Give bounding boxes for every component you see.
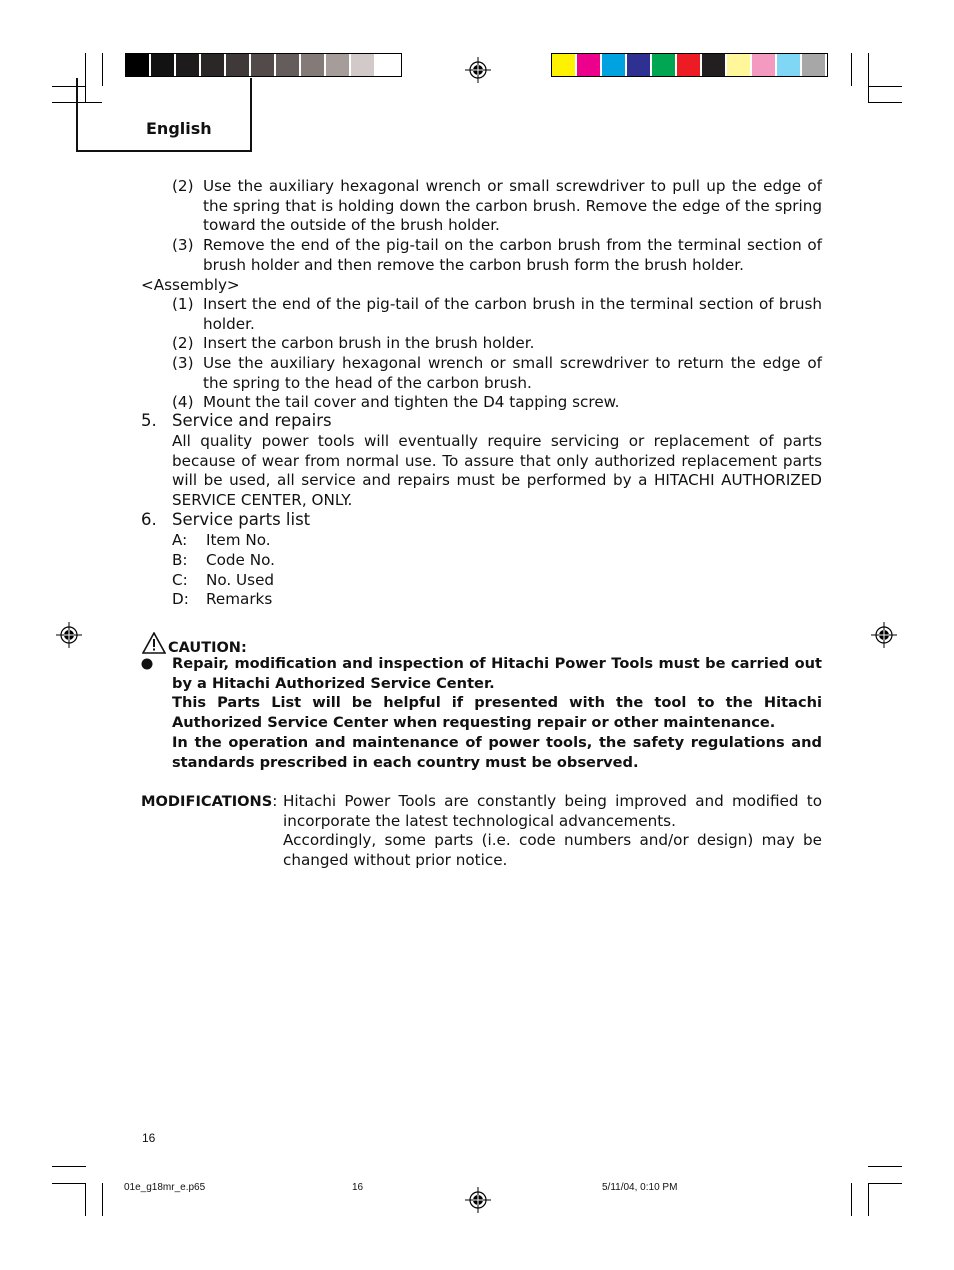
color-swatch xyxy=(226,54,249,76)
step-number: (2) xyxy=(172,177,194,195)
legend-value: Remarks xyxy=(206,590,273,608)
color-swatch xyxy=(727,54,750,76)
step-number: (2) xyxy=(172,334,194,352)
caution-line: In the operation and maintenance of power tools, the safety regulations and standards prescribed in each country must be observed. xyxy=(172,733,822,771)
color-swatch xyxy=(301,54,324,76)
cmyk-color-bar xyxy=(551,53,828,77)
assembly-step xyxy=(172,295,822,334)
registration-mark-bottom xyxy=(465,1187,491,1213)
modifications-line: Accordingly, some parts (i.e. code numbers and/or design) may be changed without prior notice. xyxy=(283,831,822,870)
section-title: Service parts list xyxy=(172,510,311,529)
modifications-line: Hitachi Power Tools are constantly being improved and modified to incorporate the latest technological advancements. xyxy=(283,792,822,830)
removal-step xyxy=(172,177,822,236)
section-title: Service and repairs xyxy=(172,411,332,430)
caution-line: Repair, modification and inspection of Hitachi Power Tools must be carried out by a Hitachi Authorized Service Center. xyxy=(172,655,822,692)
caution-line: This Parts List will be helpful if presented with the tool to the Hitachi Authorized Service Center when requesting repair or other maintenance. xyxy=(172,694,822,732)
language-label: English xyxy=(146,119,212,138)
modifications-text xyxy=(283,792,822,871)
service-paragraph: All quality power tools will eventually require servicing or replacement of parts because of wear from normal use. To assure that only authorized replacement parts will be used, all service and repairs must be performed by a HITACHI AUTHORIZED SERVICE CENTER, ONLY. xyxy=(172,432,822,510)
color-swatch xyxy=(627,54,650,76)
section-number: 6. xyxy=(141,510,157,529)
color-swatch xyxy=(126,54,149,76)
legend-value: Code No. xyxy=(206,551,275,569)
color-swatch xyxy=(176,54,199,76)
legend-key: C: xyxy=(172,571,188,589)
color-swatch xyxy=(802,54,825,76)
registration-mark-top xyxy=(465,57,491,83)
step-number: (1) xyxy=(172,295,194,313)
section-number: 5. xyxy=(141,411,157,430)
color-swatch xyxy=(602,54,625,76)
legend-key: D: xyxy=(172,590,189,608)
step-text: Insert the end of the pig-tail of the carbon brush in the terminal section of brush holder. xyxy=(203,295,822,333)
assembly-heading: <Assembly> xyxy=(141,276,240,294)
legend-value: Item No. xyxy=(206,531,271,549)
legend-key: A: xyxy=(172,531,188,549)
registration-mark-right xyxy=(871,622,897,648)
color-swatch xyxy=(276,54,299,76)
color-swatch xyxy=(351,54,374,76)
color-swatch xyxy=(652,54,675,76)
bullet-icon xyxy=(141,656,153,676)
color-swatch xyxy=(577,54,600,76)
color-swatch xyxy=(376,54,399,76)
color-swatch xyxy=(201,54,224,76)
color-swatch xyxy=(151,54,174,76)
legend-key: B: xyxy=(172,551,188,569)
assembly-step xyxy=(172,334,822,354)
step-text: Use the auxiliary hexagonal wrench or small screwdriver to return the edge of the spring to the head of the carbon brush. xyxy=(203,354,822,392)
color-swatch xyxy=(777,54,800,76)
modifications-title: MODIFICATIONS xyxy=(141,793,273,810)
modifications-colon: : xyxy=(272,792,278,810)
step-text: Use the auxiliary hexagonal wrench or small screwdriver to pull up the edge of the spring that is holding down the carbon brush. Remove the edge of the spring toward the outside of the brush holder. xyxy=(203,177,822,235)
color-swatch xyxy=(326,54,349,76)
assembly-step xyxy=(172,354,822,393)
color-swatch xyxy=(251,54,274,76)
slug-timestamp: 5/11/04, 0:10 PM xyxy=(602,1182,678,1193)
page-number: 16 xyxy=(142,1131,156,1145)
step-number: (4) xyxy=(172,393,194,411)
step-number: (3) xyxy=(172,354,194,372)
step-text: Insert the carbon brush in the brush holder. xyxy=(203,334,535,352)
slug-file-name: 01e_g18mr_e.p65 xyxy=(124,1182,206,1193)
registration-mark-left xyxy=(56,622,82,648)
caution-text xyxy=(172,654,822,772)
step-number: (3) xyxy=(172,236,194,254)
slug-page-number: 16 xyxy=(352,1182,364,1193)
legend-value: No. Used xyxy=(206,571,275,589)
step-text: Remove the end of the pig-tail on the carbon brush from the terminal section of brush holder and then remove the carbon brush form the brush holder. xyxy=(203,236,822,274)
step-text: Mount the tail cover and tighten the D4 tapping screw. xyxy=(203,393,620,411)
color-swatch xyxy=(677,54,700,76)
modifications-label xyxy=(141,792,277,812)
color-swatch xyxy=(752,54,775,76)
removal-step xyxy=(172,236,822,275)
color-swatch xyxy=(702,54,725,76)
language-tab xyxy=(76,78,252,152)
gray-color-bar xyxy=(125,53,402,77)
caution-label: CAUTION: xyxy=(168,640,247,656)
color-swatch xyxy=(552,54,575,76)
assembly-step xyxy=(172,393,822,413)
